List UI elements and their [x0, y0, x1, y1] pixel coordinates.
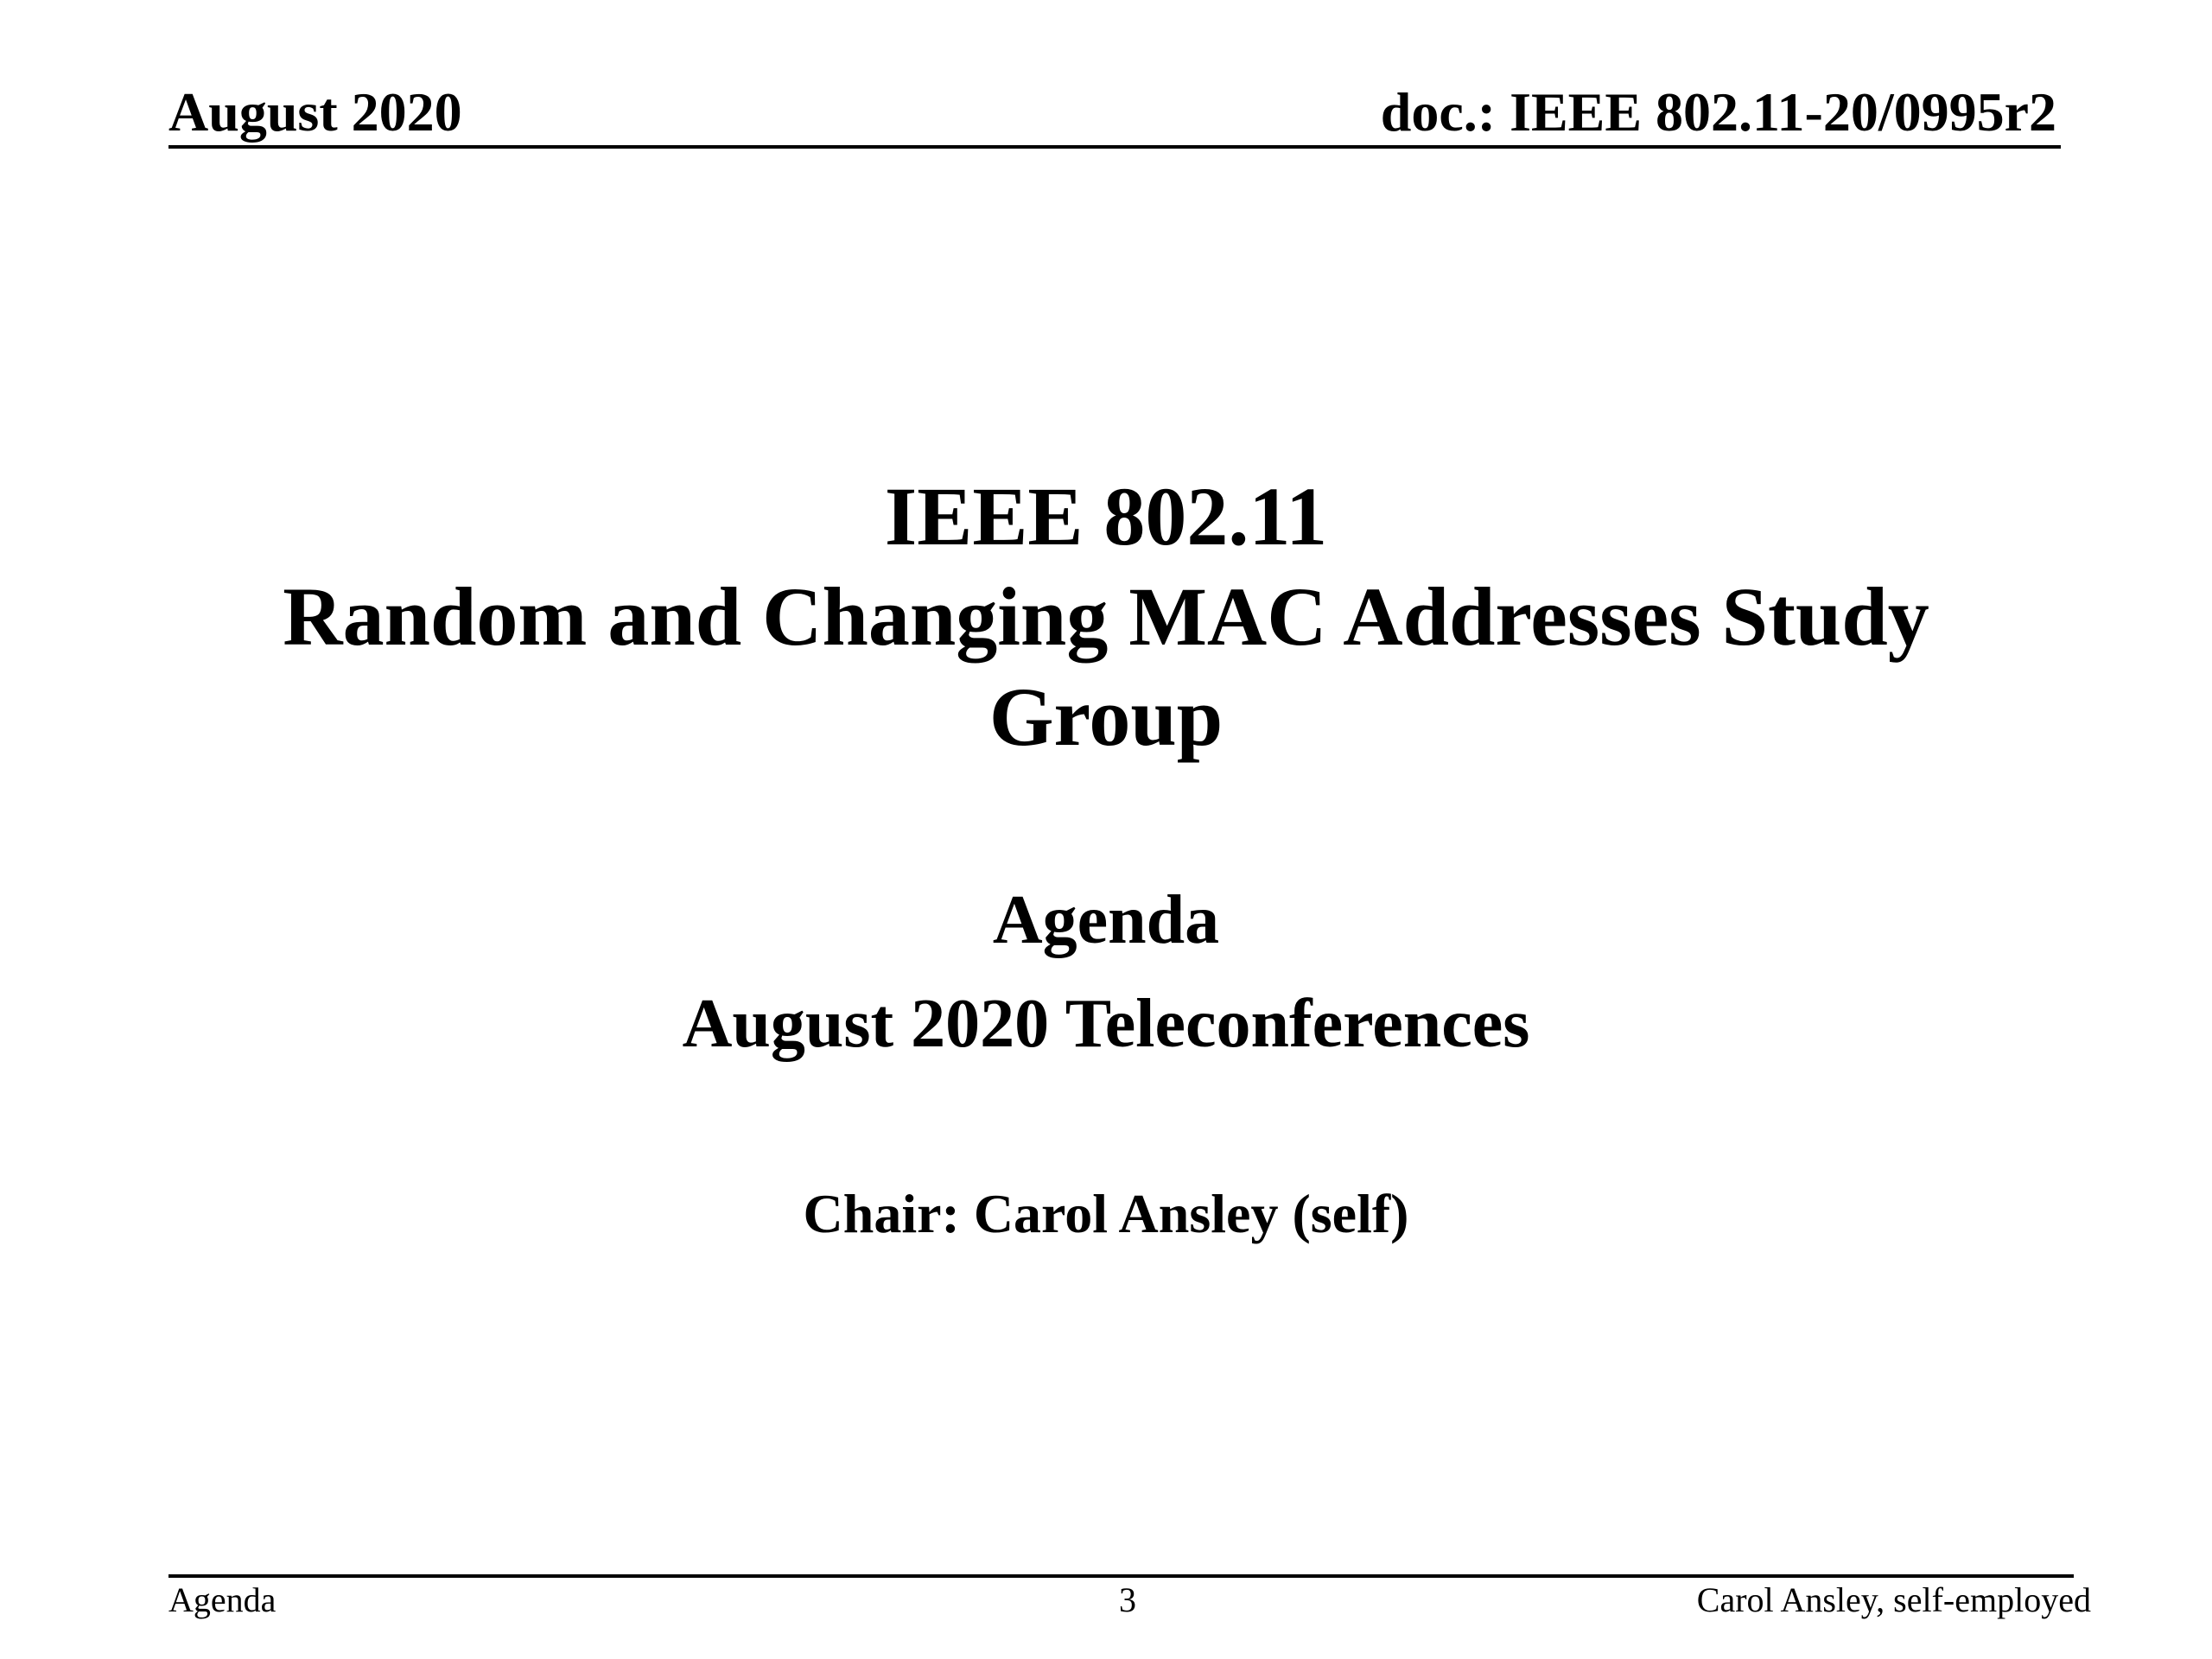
footer-divider [168, 1574, 2074, 1578]
agenda-label: Agenda [992, 882, 1220, 958]
slide-title [0, 467, 2212, 767]
header-date: August 2020 [168, 81, 462, 143]
title-line-1: IEEE 802.11 [884, 470, 1328, 563]
header-divider [168, 145, 2061, 149]
title-line-3: Group [988, 671, 1224, 763]
chair-line: Chair: Carol Ansley (self) [803, 1183, 1409, 1244]
header-doc-id: doc.: IEEE 802.11-20/0995r2 [1380, 81, 2056, 143]
page-number: 3 [1119, 1580, 1136, 1619]
footer-author: Carol Ansley, self-employed [1696, 1580, 2091, 1619]
title-line-2: Random and Changing MAC Addresses Study [283, 570, 1929, 663]
footer-left-label: Agenda [168, 1580, 276, 1619]
subtitle-block [0, 882, 2212, 1062]
subtitle-text: August 2020 Teleconferences [682, 986, 1530, 1062]
